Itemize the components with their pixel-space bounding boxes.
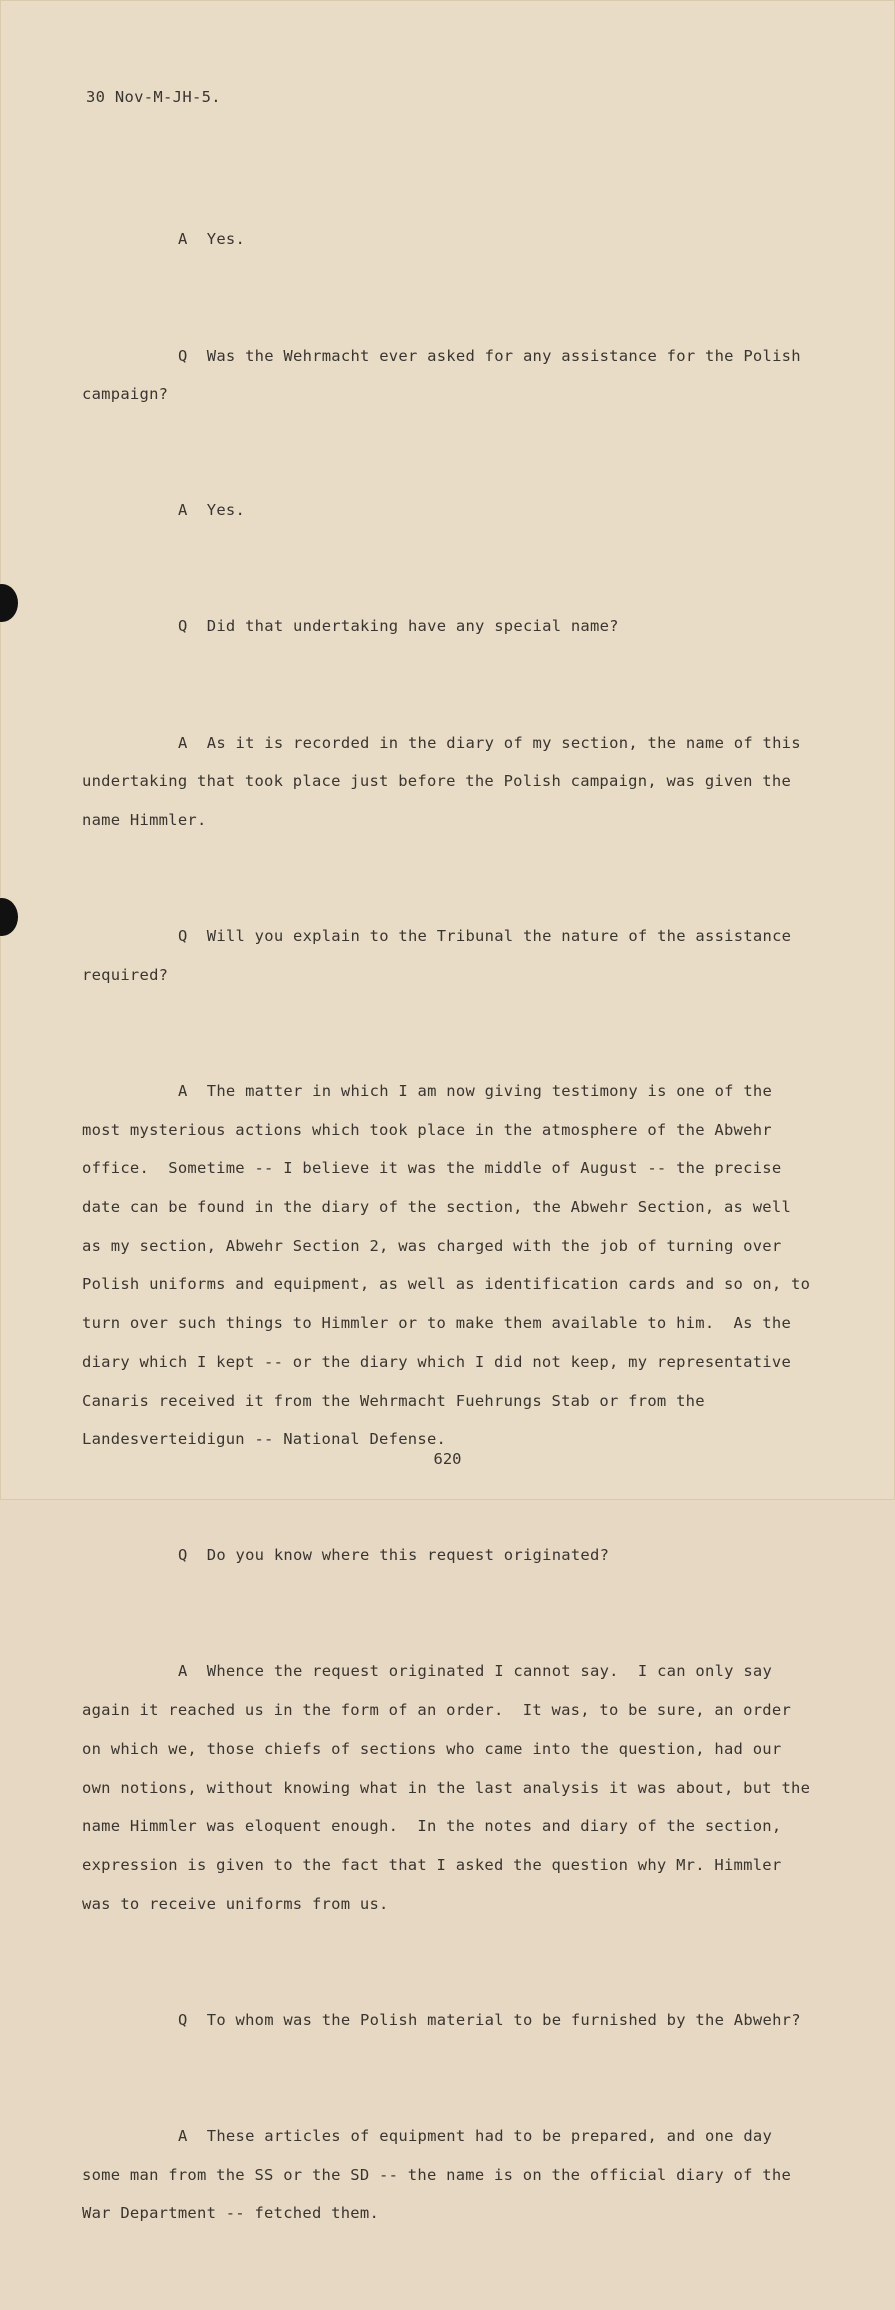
document-reference: 30 Nov-M-JH-5. [86,88,221,106]
answer-paragraph: A As it is recorded in the diary of my section, the name of this undertaking that took place just before the Polish campaign, was given the name Himmler. [82,733,811,829]
answer-paragraph: A Whence the request originated I cannot say. I can only say again it reached us in the form of an order. It was, to be sure, an order on which we, those chiefs of sections who came into the question, had our own notions, without knowing what in the last analysis it was about, but the name Himmler was eloquent enough. In the notes and diary of the section, expression is given to the fact that I asked the question why Mr. Himmler was to receive uniforms from us. [82,1662,820,1913]
answer-paragraph: A The matter in which I am now giving testimony is one of the most mysterious actions which took place in the atmosphere of the Abwehr office. Sometime -- I believe it was the middle of August -- the precise date can be found in the diary of the section, the Abwehr Section, as well as my section, Abwehr Section 2, was charged with the job of turning over Polish uniforms and equipment, as well as identification cards and so on, to turn over such things to Himmler or to make them available to him. As the diary which I kept -- or the diary which I did not keep, my representative Canaris received it from the Wehrmacht Fuehrungs Stab or from the Landesverteidigun -- National Defense. [82,1081,820,1449]
question-paragraph: Q To whom was the Polish material to be furnished by the Abwehr? [178,2010,801,2029]
question-paragraph: Q Was the Wehrmacht ever asked for any assistance for the Polish campaign? [82,346,811,404]
question-paragraph: Q Do you know where this request originated? [178,1546,610,1565]
answer-paragraph: A Yes. [178,501,246,520]
answer-paragraph: A Yes. [178,230,246,249]
question-paragraph: Q Will you explain to the Tribunal the nature of the assistance required? [82,927,801,984]
transcript-body [82,143,820,2310]
question-paragraph: Q Did that undertaking have any special name? [178,617,619,636]
answer-paragraph: A These articles of equipment had to be prepared, and one day some man from the SS or the SD -- the name is on the official diary of the War Department -- fetched them. [82,2126,801,2223]
page-number: 620 [433,1450,462,1468]
binding-hole-upper [0,584,18,622]
binding-hole-lower [0,898,18,936]
